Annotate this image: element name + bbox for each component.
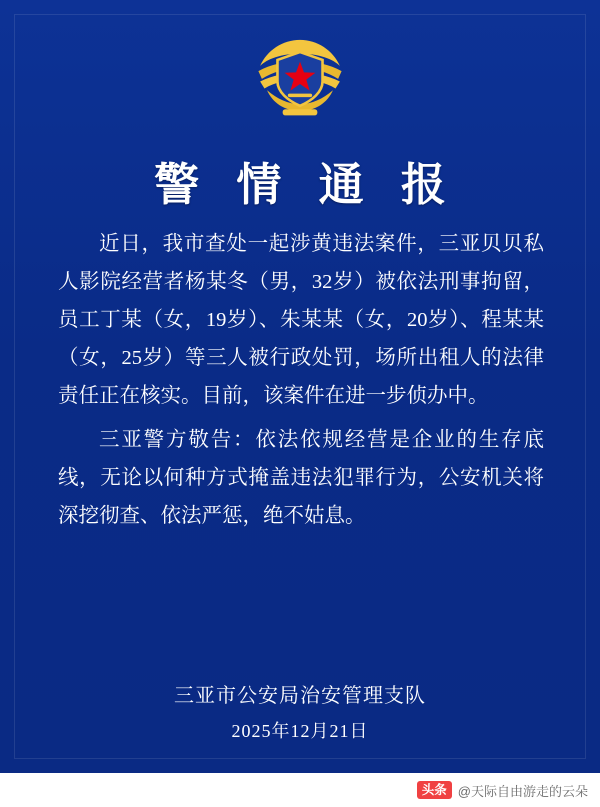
- notice-paragraph-2: 三亚警方敬告：依法依规经营是企业的生存底线，无论以何种方式掩盖违法犯罪行为，公安机关将深挖彻查、依法严惩，绝不姑息。: [58, 429, 544, 527]
- issuing-organization: 三亚市公安局治安管理支队: [174, 685, 426, 707]
- police-emblem-icon: [248, 33, 352, 137]
- watermark-bar: [0, 773, 600, 807]
- page-title: 警 情 通 报: [154, 160, 459, 210]
- notice-body: [58, 225, 544, 541]
- toutiao-logo-icon: 头条: [417, 781, 452, 799]
- issue-date: 2025年12月21日: [231, 721, 369, 741]
- notice-paragraph-1: 近日，我市查处一起涉黄违法案件，三亚贝贝私人影院经营者杨某冬（男，32岁）被依法刑事拘留，员工丁某（女，19岁）、朱某某（女，20岁）、程某某（女，25岁）等三人被行政处罚，场所出租人的法律责任正在核实。目前，该案件在进一步侦办中。: [58, 233, 544, 407]
- watermark-username: @天际自由游走的云朵: [457, 783, 588, 799]
- emblem-container: [0, 30, 600, 140]
